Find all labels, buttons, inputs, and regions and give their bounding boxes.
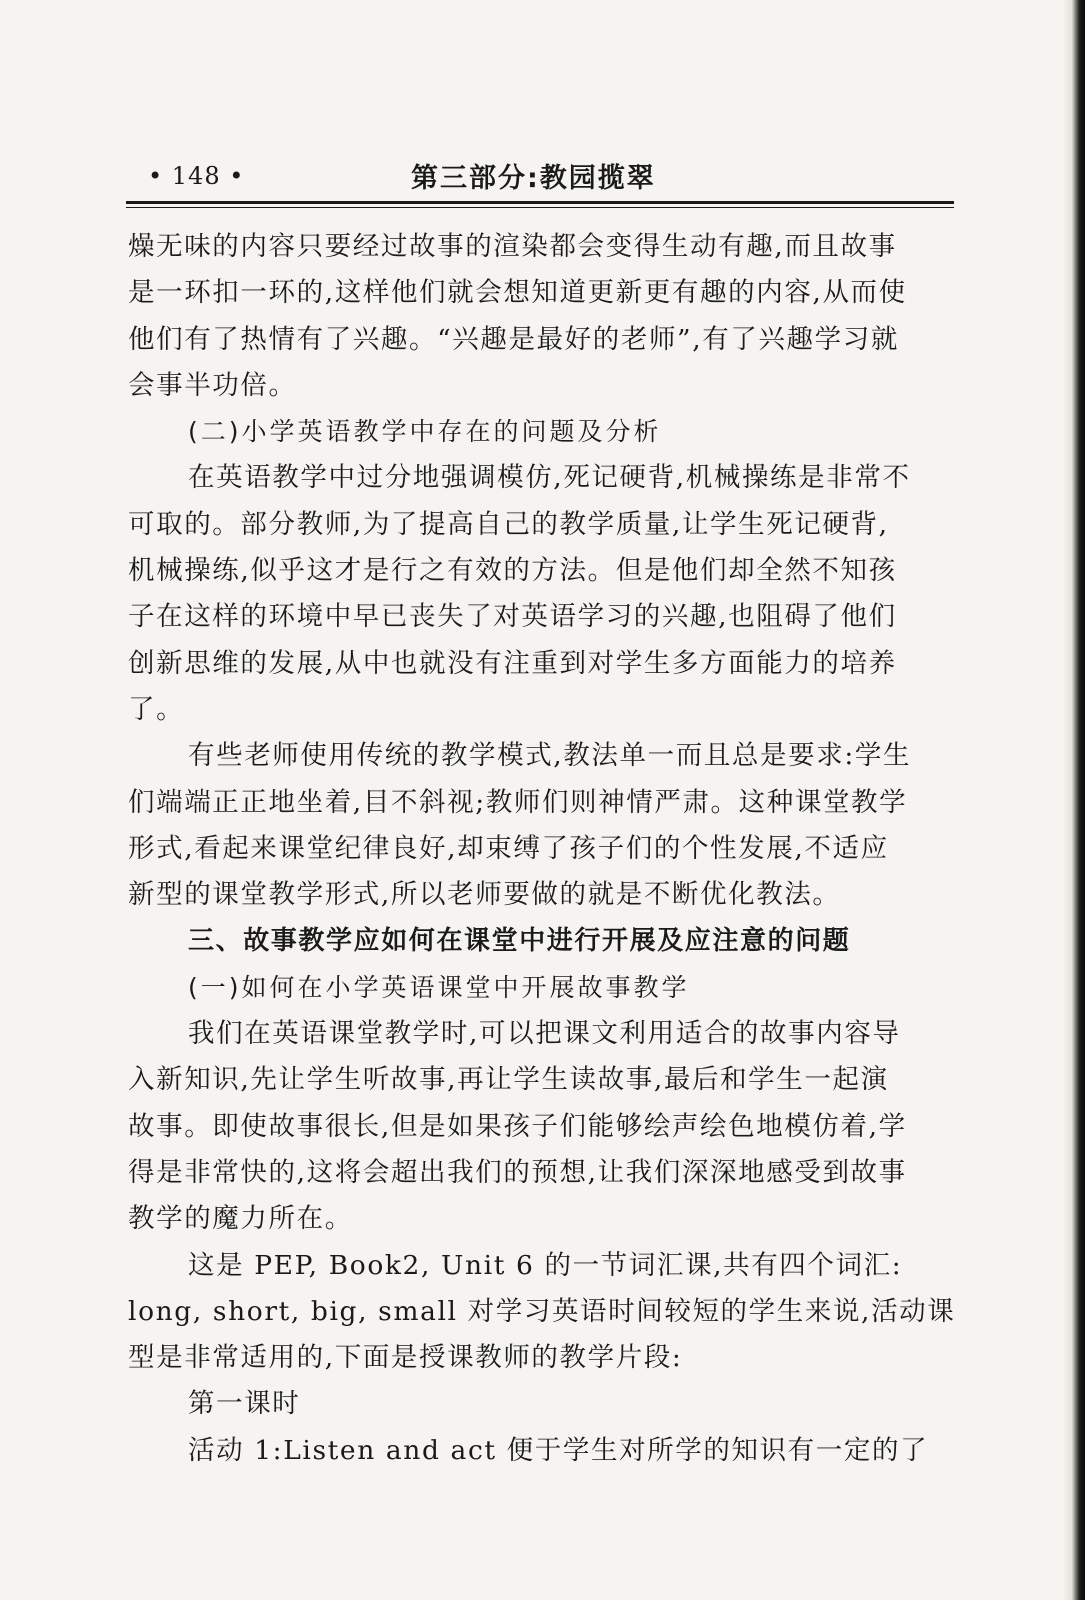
text-line: 活动 1:Listen and act 便于学生对所学的知识有一定的了 (188, 1434, 929, 1466)
text-line: 有些老师使用传统的教学模式,教法单一而且总是要求:学生 (188, 740, 912, 772)
running-title: 第三部分:教园揽翠 (411, 163, 656, 194)
text-line: 在英语教学中过分地强调模仿,死记硬背,机械操练是非常不 (188, 462, 911, 494)
text-line: 他们有了热情有了兴趣。“兴趣是最好的老师”,有了兴趣学习就 (128, 323, 899, 355)
text-line: 第一课时 (188, 1388, 301, 1420)
header-rule-thick (126, 201, 954, 204)
section-heading: 三、故事教学应如何在课堂中进行开展及应注意的问题 (188, 926, 851, 957)
text-line: 们端端正正地坐着,目不斜视;教师们则神情严肃。这种课堂教学 (128, 786, 908, 818)
page-edge-shadow (1063, 0, 1085, 1600)
text-line: 子在这样的环境中早已丧失了对英语学习的兴趣,也阻碍了他们 (128, 601, 897, 633)
text-line: 是一环扣一环的,这样他们就会想知道更新更有趣的内容,从而使 (128, 277, 907, 309)
text-line: 会事半功倍。 (128, 369, 297, 401)
text-line: 入新知识,先让学生听故事,再让学生读故事,最后和学生一起演 (128, 1064, 889, 1096)
text-line: 燥无味的内容只要经过故事的渲染都会变得生动有趣,而且故事 (128, 231, 897, 262)
text-line: 机械操练,似乎这才是行之有效的方法。但是他们却全然不知孩 (128, 555, 897, 587)
text-line: 创新思维的发展,从中也就没有注重到对学生多方面能力的培养 (128, 647, 897, 679)
text-line: long, short, big, small 对学习英语时间较短的学生来说,活动课 (128, 1295, 956, 1327)
page-number: • 148 • (148, 162, 245, 190)
subsection-heading: (二)小学英语教学中存在的问题及分析 (188, 417, 662, 447)
page-header (126, 150, 956, 198)
text-line: 型是非常适用的,下面是授课教师的教学片段: (128, 1342, 683, 1374)
text-line: 这是 PEP, Book2, Unit 6 的一节词汇课,共有四个词汇: (188, 1249, 903, 1281)
text-line: 故事。即使故事很长,但是如果孩子们能够绘声绘色地模仿着,学 (128, 1110, 907, 1142)
body-text (128, 224, 958, 1474)
header-rule-thin (126, 207, 954, 208)
text-line: 新型的课堂教学形式,所以老师要做的就是不断优化教法。 (128, 879, 841, 911)
subsection-heading: (一)如何在小学英语课堂中开展故事教学 (188, 972, 690, 1002)
text-line: 教学的魔力所在。 (128, 1203, 353, 1235)
text-line: 了。 (128, 693, 185, 725)
text-line: 我们在英语课堂教学时,可以把课文利用适合的故事内容导 (188, 1018, 901, 1050)
text-line: 可取的。部分教师,为了提高自己的教学质量,让学生死记硬背, (128, 508, 889, 540)
text-line: 得是非常快的,这将会超出我们的预想,让我们深深地感受到故事 (128, 1156, 907, 1188)
text-line: 形式,看起来课堂纪律良好,却束缚了孩子们的个性发展,不适应 (128, 832, 889, 864)
